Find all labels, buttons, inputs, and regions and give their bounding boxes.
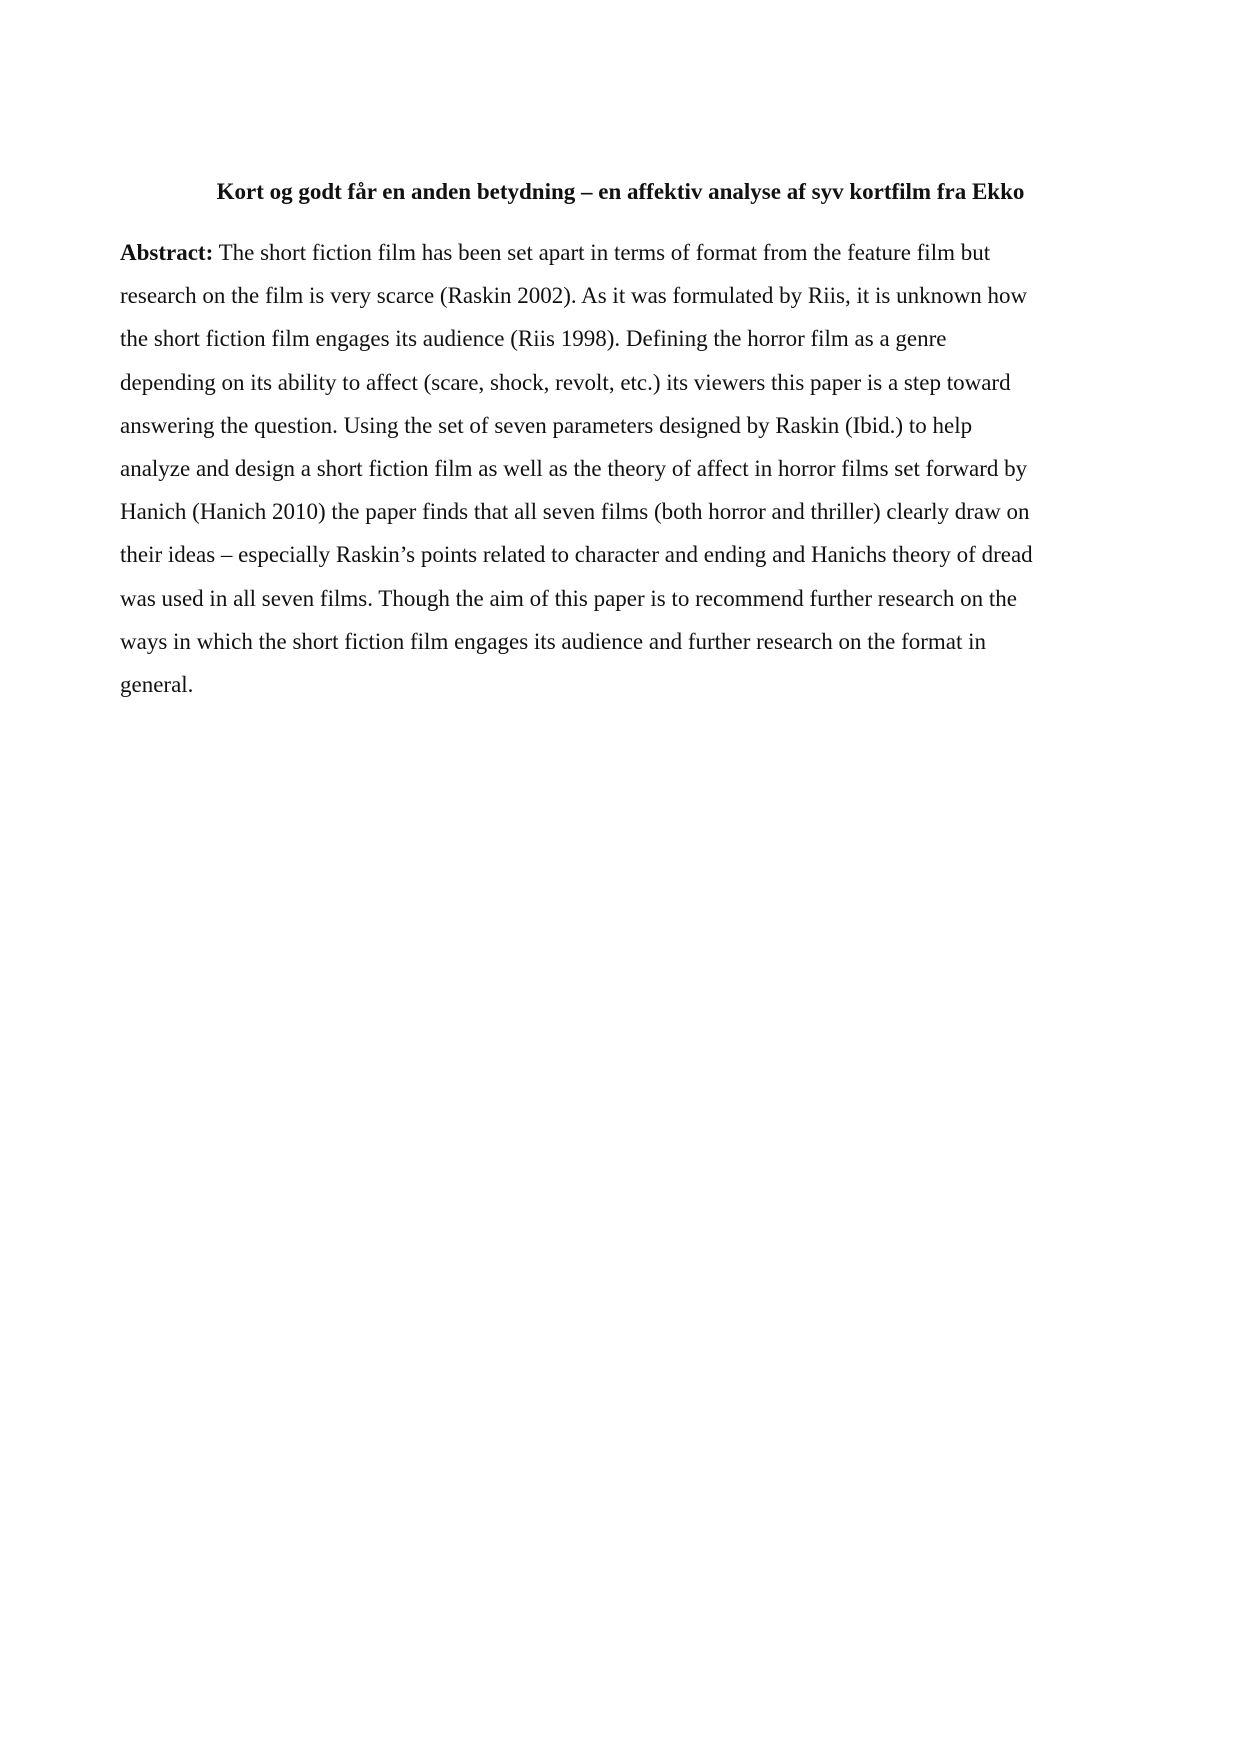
abstract-line-text: The short fiction film has been set apart in terms of format from the feature film but: [213, 240, 991, 265]
abstract-label: Abstract:: [120, 240, 214, 265]
abstract-line: research on the film is very scarce (Raskin 2002). As it was formulated by Riis, it is unknown how: [120, 283, 1028, 309]
abstract-paragraph: [120, 238, 1125, 713]
abstract-line: answering the question. Using the set of seven parameters designed by Raskin (Ibid.) to help: [120, 412, 973, 438]
abstract-line: [120, 238, 1125, 281]
document-title: Kort og godt får en anden betydning – en affektiv analyse af syv kortfilm fra Ekko: [216, 179, 1025, 204]
abstract-line: was used in all seven films. Though the aim of this paper is to recommend further research on the: [120, 585, 1017, 611]
abstract-line: analyze and design a short fiction film as well as the theory of affect in horror films set forward by: [120, 455, 1028, 481]
abstract-line: general.: [120, 671, 194, 697]
abstract-line: depending on its ability to affect (scare, shock, revolt, etc.) its viewers this paper is a step toward: [120, 369, 1011, 395]
abstract-line: Hanich (Hanich 2010) the paper finds that all seven films (both horror and thriller) clearly draw on: [120, 499, 1030, 525]
abstract-line: their ideas – especially Raskin’s points related to character and ending and Hanichs theory of dread: [120, 542, 1033, 568]
abstract-line: the short fiction film engages its audience (Riis 1998). Defining the horror film as a genre: [120, 326, 947, 352]
abstract-line: ways in which the short fiction film engages its audience and further research on the format in: [120, 628, 987, 654]
